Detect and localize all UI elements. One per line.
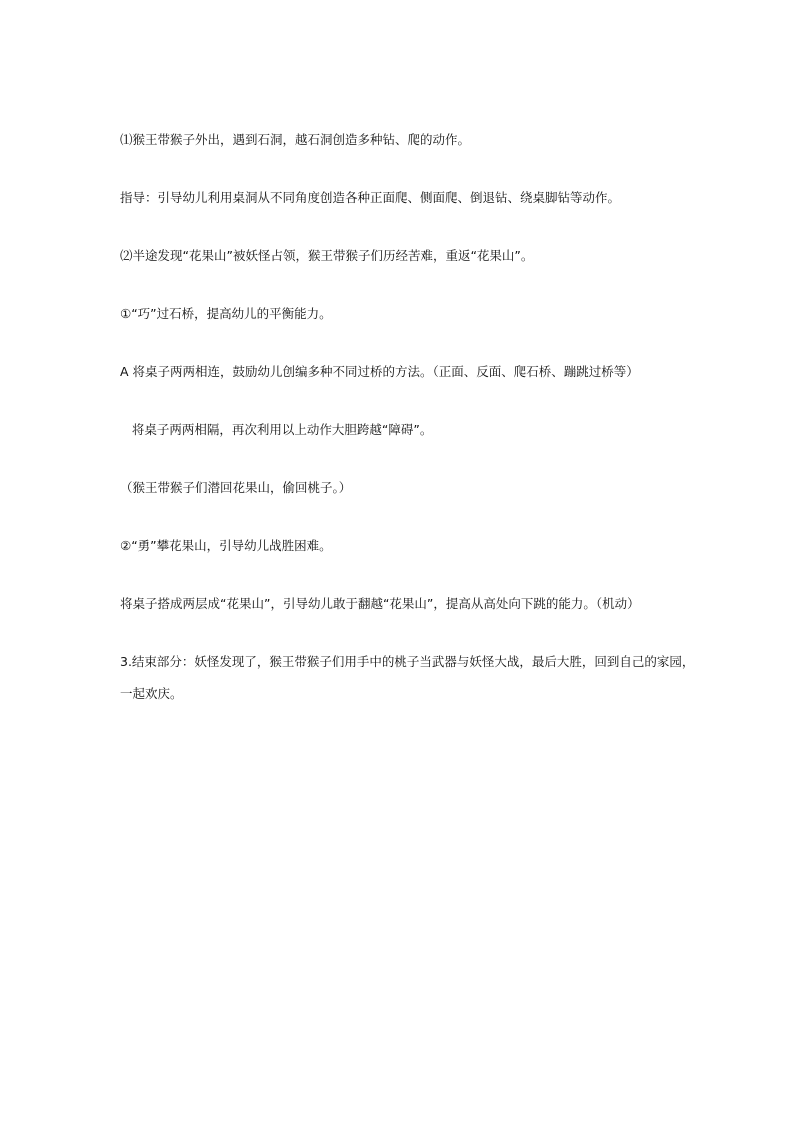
text-line-bridge-a: A 将桌子两两相连，鼓励幼儿创编多种不同过桥的方法。（正面、反面、爬石桥、蹦跳过桥等） bbox=[120, 364, 639, 379]
text-line-guidance: 指导：引导幼儿利用桌洞从不同角度创造各种正面爬、侧面爬、倒退钻、绕桌脚钻等动作。 bbox=[120, 190, 621, 205]
text-line-ending-cont: 一起欢庆。 bbox=[120, 686, 183, 701]
text-line-two-layer: 将桌子搭成两层成“花果山”，引导幼儿敢于翻越“花果山”，提高从高处向下跳的能力。（机动） bbox=[120, 596, 640, 611]
text-line-bridge-b: 将桌子两两相隔，再次利用以上动作大胆跨越“障碍”。 bbox=[120, 422, 433, 437]
text-line-climb: ②“勇”攀花果山，引导幼儿战胜困难。 bbox=[120, 538, 332, 553]
text-line-bridge: ①“巧”过石桥，提高幼儿的平衡能力。 bbox=[120, 306, 332, 321]
text-line-step-1: ⑴猴王带猴子外出，遇到石洞，越石洞创造多种钻、爬的动作。 bbox=[120, 132, 471, 147]
text-line-ending: 3.结束部分：妖怪发现了，猴王带猴子们用手中的桃子当武器与妖怪大战，最后大胜，回到自己的家园， bbox=[120, 654, 695, 669]
text-line-step-2: ⑵半途发现“花果山”被妖怪占领，猴王带猴子们历经苦难，重返“花果山”。 bbox=[120, 248, 534, 263]
text-line-sneak-back: （猴王带猴子们潜回花果山，偷回桃子。） bbox=[120, 480, 352, 495]
